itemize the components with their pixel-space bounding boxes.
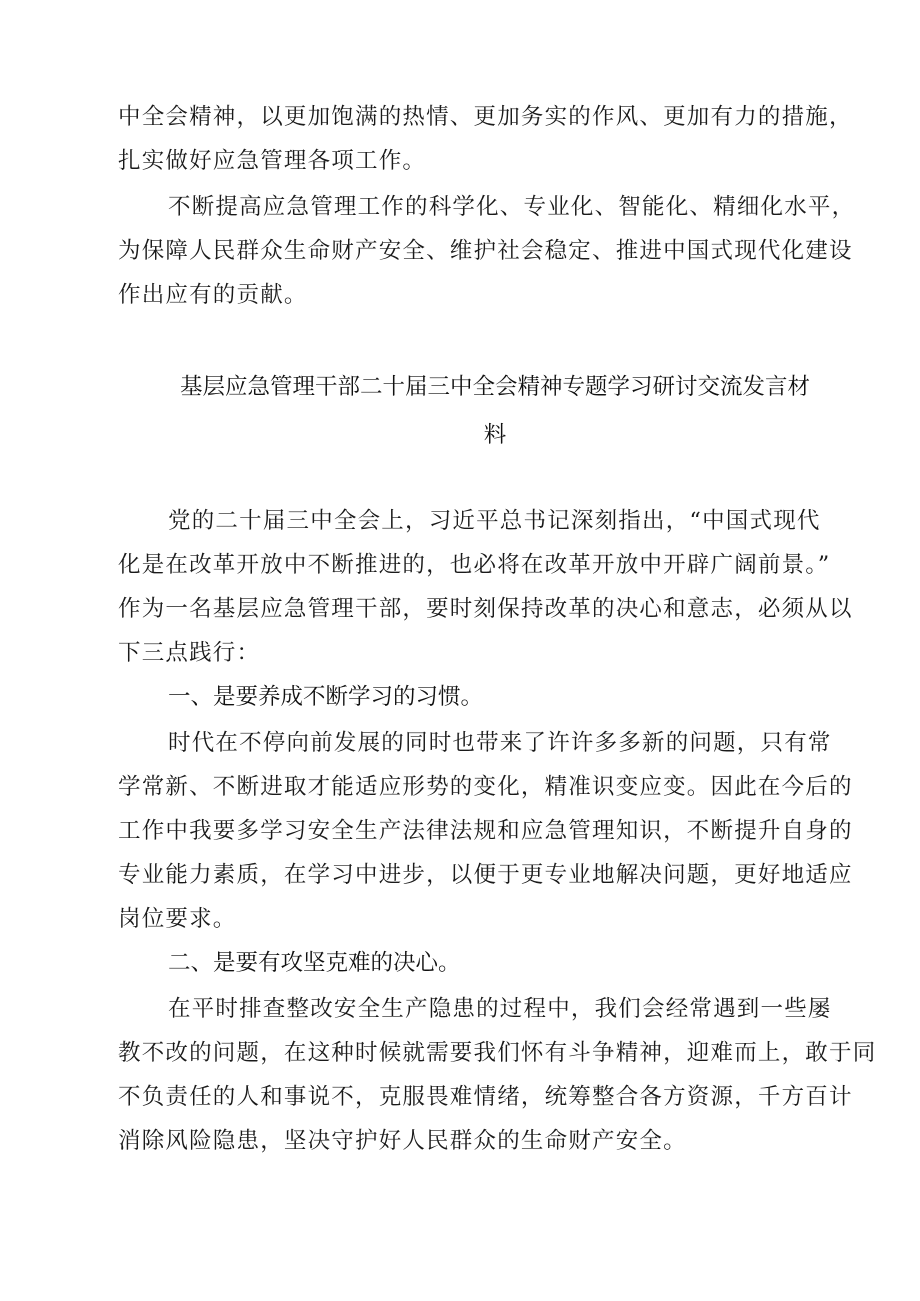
paragraph-line: 工作中我要多学习安全生产法律法规和应急管理知识，不断提升自身的	[118, 818, 853, 844]
paragraph-line: 时代在不停向前发展的同时也带来了许许多多新的问题，只有常	[168, 730, 832, 756]
paragraph-line: 为保障人民群众生命财产安全、维护社会稳定、推进中国式现代化建设	[118, 238, 853, 264]
paragraph-line: 作出应有的贡献。	[118, 282, 308, 308]
paragraph-line: 不负责任的人和事说不，克服畏难情绪，统筹整合各方资源，千方百计	[118, 1084, 853, 1110]
article-title-line: 基层应急管理干部二十届三中全会精神专题学习研讨交流发言材	[179, 374, 810, 400]
paragraph-line: 中全会精神，以更加饱满的热情、更加务实的作风、更加有力的措施，	[118, 104, 853, 130]
paragraph-line: 作为一名基层应急管理干部，要时刻保持改革的决心和意志，必须从以	[118, 596, 853, 622]
section-heading: 二、是要有攻坚克难的决心。	[168, 950, 461, 976]
paragraph-line: 岗位要求。	[118, 906, 237, 932]
paragraph-line: 化是在改革开放中不断推进的，也必将在改革开放中开辟广阔前景。”	[118, 552, 831, 578]
paragraph-line: 消除风险隐患，坚决守护好人民群众的生命财产安全。	[118, 1128, 687, 1154]
paragraph-line: 不断提高应急管理工作的科学化、专业化、智能化、精细化水平，	[168, 194, 856, 220]
paragraph-line: 学常新、不断进取才能适应形势的变化，精准识变应变。因此在今后的	[118, 774, 853, 800]
article-title-line: 料	[483, 422, 507, 448]
paragraph-line: 扎实做好应急管理各项工作。	[118, 148, 427, 174]
paragraph-line: 在平时排查整改安全生产隐患的过程中，我们会经常遇到一些屡	[168, 996, 832, 1022]
paragraph-line: 教不改的问题，在这种时候就需要我们怀有斗争精神，迎难而上，敢于同	[118, 1040, 877, 1066]
paragraph-line: 下三点践行：	[118, 640, 261, 666]
section-heading: 一、是要养成不断学习的习惯。	[168, 684, 484, 710]
paragraph-line: 党的二十届三中全会上，习近平总书记深刻指出，“中国式现代	[168, 508, 821, 534]
paragraph-line: 专业能力素质，在学习中进步，以便于更专业地解决问题，更好地适应	[118, 862, 853, 888]
